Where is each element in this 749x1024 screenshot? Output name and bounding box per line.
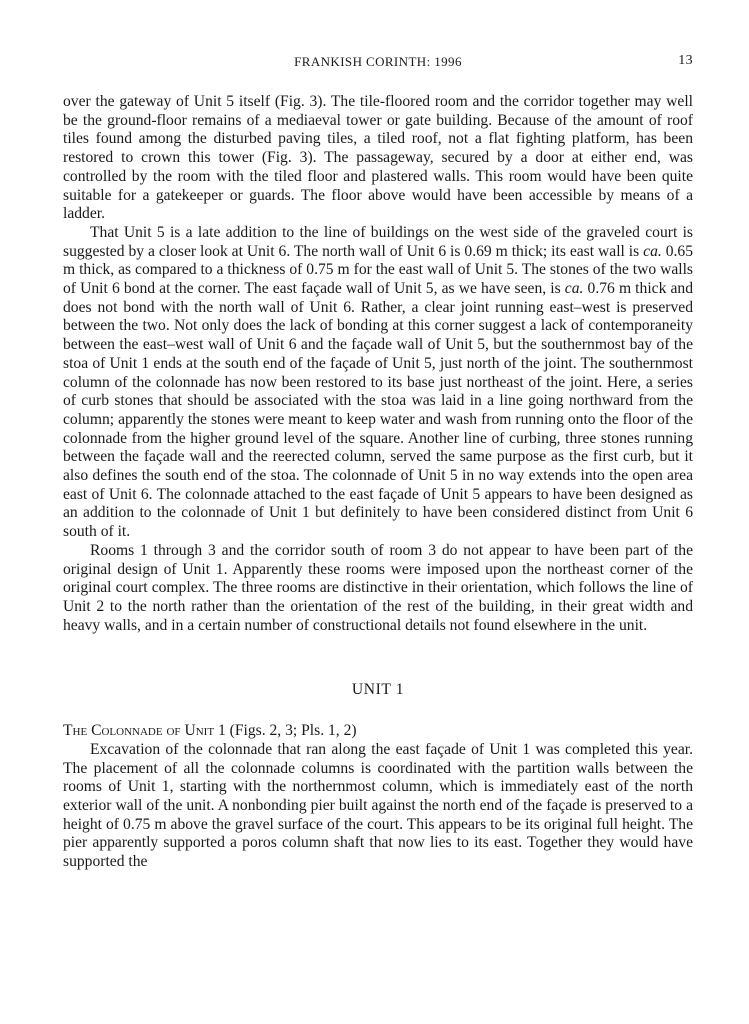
body-text	[63, 93, 693, 872]
section-heading: UNIT 1	[351, 681, 405, 699]
paragraph-colonnade: Excavation of the colonnade that ran along the east façade of Unit 1 was completed this year. The placement of all the colonnade columns is coordinated with the partition walls between the rooms of Unit 1, starting with the northernmost column, which is immediately east of the north exterior wall of the unit. A nonbonding pier built against the north end of the façade is preserved to a height of 0.75 m above the gravel surface of the court. This appears to be its original full height. The pier apparently supported a poros column shaft that now lies to its east. Together they would have supported the	[63, 740, 693, 871]
page	[63, 52, 693, 872]
paragraph-continuation: over the gateway of Unit 5 itself (Fig. 3). The tile-floored room and the corridor together may well be the ground-floor remains of a mediaeval tower or gate building. Because of the amount of roof tiles found among the disturbed paving tiles, a tiled roof, not a flat fighting platform, has been restored to crown this tower (Fig. 3). The passageway, secured by a door at either end, was controlled by the room with the tiled floor and plastered walls. This room would have been quite suitable for a gatekeeper or guards. The floor above would have been accessible by means of a ladder.	[63, 93, 693, 223]
running-head	[63, 52, 693, 72]
paragraph-rooms: Rooms 1 through 3 and the corridor south of room 3 do not appear to have been part of the original design of Unit 1. Apparently these rooms were imposed upon the northeast corner of the original court complex. The three rooms are distinctive in their orientation, which follows the line of Unit 2 to the north rather than the orientation of the rest of the building, in their great width and heavy walls, and in a certain number of constructional details not found elsewhere in the unit.	[63, 541, 693, 634]
page-number: 13	[678, 53, 693, 68]
paragraph-unit5-unit6: That Unit 5 is a late addition to the line of buildings on the west side of the graveled court is suggested by a closer look at Unit 6. The north wall of Unit 6 is 0.69 m thick; its east wall is ca. 0.65 m thick, as compared to a thickness of 0.75 m for the east wall of Unit 5. The stones of the two walls of Unit 6 bond at the corner. The east façade wall of Unit 5, as we have seen, is ca. 0.76 m thick and does not bond with the north wall of Unit 6. Rather, a clear joint running east–west is preserved between the two. Not only does the lack of bonding at this corner suggest a lack of contemporaneity between the east–west wall of Unit 6 and the façade wall of Unit 5, but the southernmost bay of the stoa of Unit 1 ends at the south end of the façade of Unit 5, just north of the joint. The southernmost column of the colonnade has now been restored to its base just northeast of the joint. Here, a series of curb stones that should be associated with the stoa was laid in a line going northward from the column; apparently the stones were meant to keep water and wash from running onto the floor of the colonnade from the higher ground level of the square. Another line of curbing, three stones running between the façade wall and the reerected column, served the same purpose as the first curb, but it also defines the south end of the stoa. The colonnade of Unit 5 in no way extends into the open area east of Unit 6. The colonnade attached to the east façade of Unit 5 appears to have been designed as an addition to the colonnade of Unit 1 but definitely to have been considered distinct from Unit 6 south of it.	[63, 223, 694, 541]
subheading: The Colonnade of Unit 1 (Figs. 2, 3; Pls. 1, 2)	[63, 722, 357, 740]
running-title: FRANKISH CORINTH: 1996	[294, 54, 462, 69]
